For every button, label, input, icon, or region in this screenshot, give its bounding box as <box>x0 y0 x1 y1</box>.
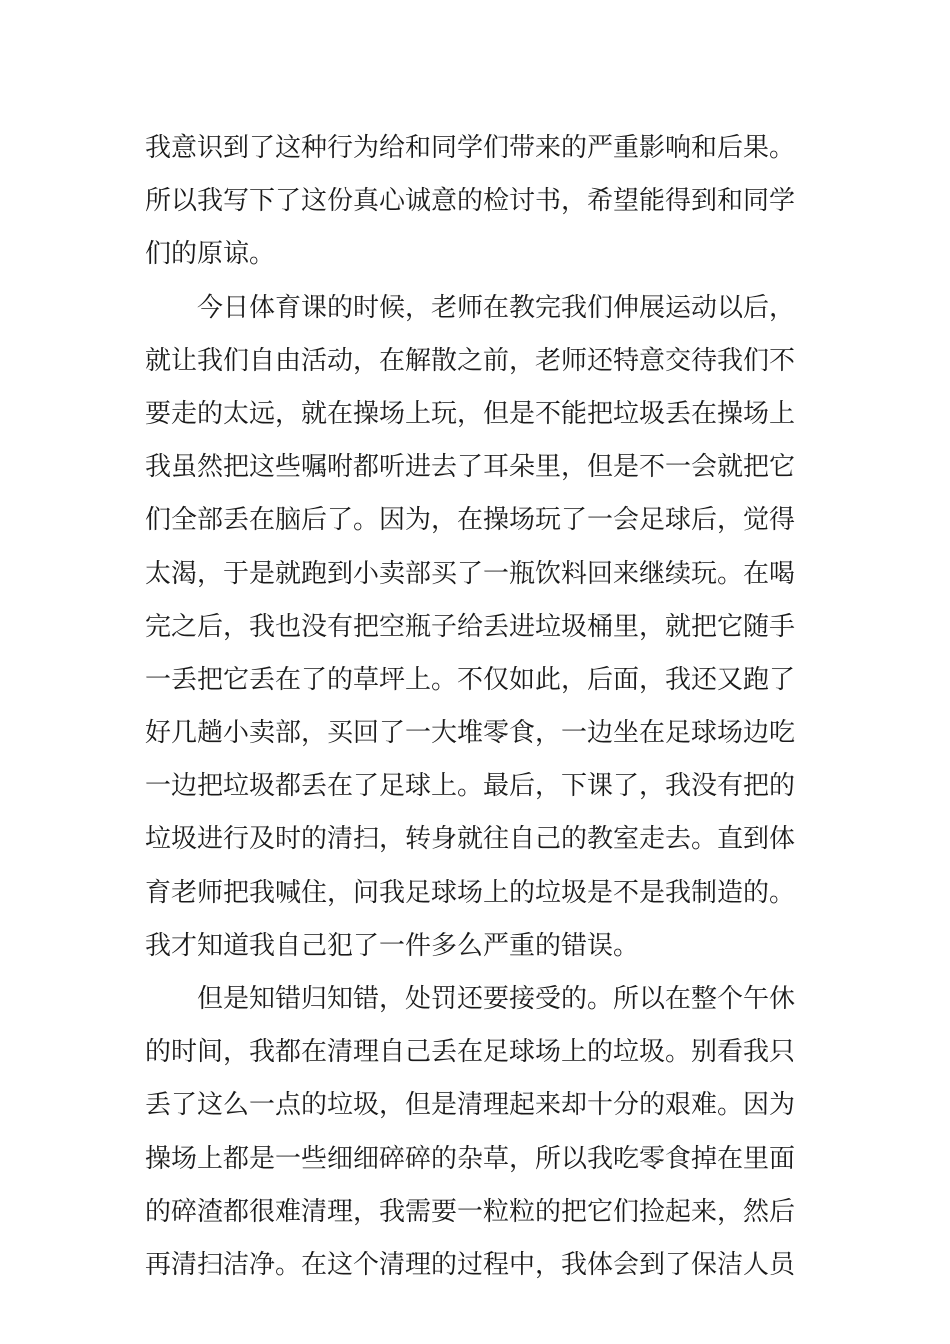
text-line: 操场上都是一些细细碎碎的杂草，所以我吃零食掉在里面 <box>145 1143 796 1174</box>
paragraph-start-line: 但是知错归知错，处罚还要接受的。所以在整个午休 <box>197 984 796 1014</box>
text-line: 一丢把它丢在了的草坪上。不仅如此，后面，我还又跑了 <box>145 664 796 695</box>
text-line: 所以我写下了这份真心诚意的检讨书，希望能得到和同学 <box>145 186 796 217</box>
text-line: 完之后，我也没有把空瓶子给丢进垃圾桶里，就把它随手 <box>145 611 796 642</box>
text-line: 的时间，我都在清理自己丢在足球场上的垃圾。别看我只 <box>145 1037 796 1068</box>
text-line: 再清扫洁净。在这个清理的过程中，我体会到了保洁人员 <box>145 1249 796 1280</box>
text-line: 丢了这么一点的垃圾，但是清理起来却十分的艰难。因为 <box>145 1090 796 1121</box>
text-line: 要走的太远，就在操场上玩，但是不能把垃圾丢在操场上 <box>145 398 796 429</box>
body-text <box>145 122 810 1292</box>
text-line: 好几趟小卖部，买回了一大堆零食，一边坐在足球场边吃 <box>145 718 796 749</box>
text-line: 我意识到了这种行为给和同学们带来的严重影响和后果。 <box>145 133 796 163</box>
text-line: 们的原谅。 <box>145 239 276 270</box>
text-line: 一边把垃圾都丢在了足球上。最后，下课了，我没有把的 <box>145 771 796 802</box>
text-line: 育老师把我喊住，问我足球场上的垃圾是不是我制造的。 <box>145 877 796 908</box>
text-line: 就让我们自由活动，在解散之前，老师还特意交待我们不 <box>145 345 796 376</box>
text-line: 我才知道我自己犯了一件多么严重的错误。 <box>145 930 640 961</box>
text-line: 们全部丢在脑后了。因为，在操场玩了一会足球后，觉得 <box>145 505 796 536</box>
paragraph-start-line: 今日体育课的时候，老师在教完我们伸展运动以后， <box>197 292 796 323</box>
text-line: 垃圾进行及时的清扫，转身就往自己的教室走去。直到体 <box>145 824 796 855</box>
text-line: 太渴，于是就跑到小卖部买了一瓶饮料回来继续玩。在喝 <box>145 558 796 589</box>
text-line: 的碎渣都很难清理，我需要一粒粒的把它们捡起来，然后 <box>145 1196 796 1227</box>
text-line: 我虽然把这些嘱咐都听进去了耳朵里，但是不一会就把它 <box>145 452 796 483</box>
